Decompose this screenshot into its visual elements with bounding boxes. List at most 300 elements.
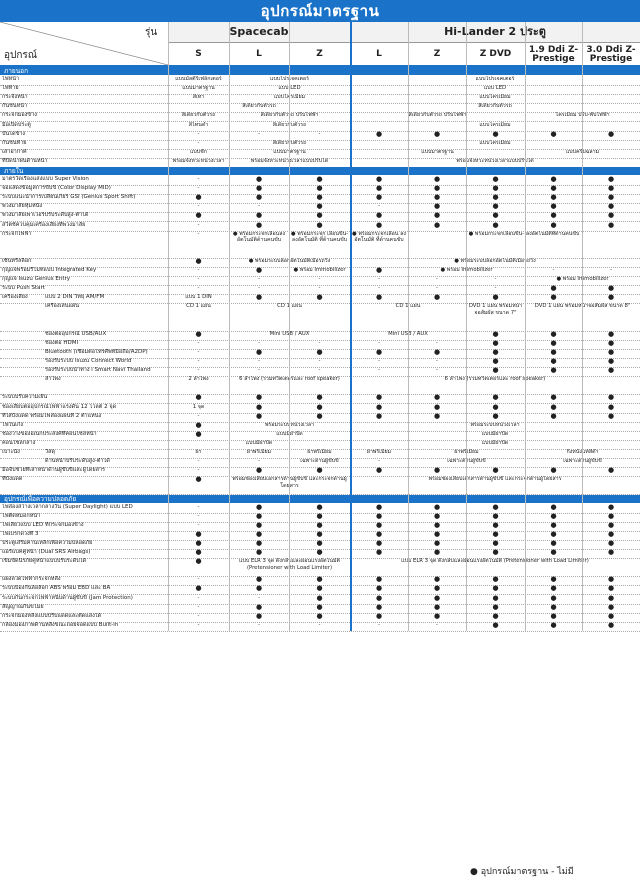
- table-cell: -: [197, 594, 200, 601]
- row-label: กุญแจ Isuzu Genius Entry: [2, 276, 71, 283]
- table-cell: ●: [316, 176, 323, 183]
- row-label: กล้องมองภาพด้านหลังขณะถอยจอดแบบ Built-in: [2, 621, 119, 628]
- table-cell: แบบโครเมียม: [479, 121, 511, 128]
- table-cell: ●: [607, 621, 615, 629]
- table-cell: สีโทนดำ: [188, 121, 209, 128]
- table-cell: ●: [550, 549, 557, 556]
- table-cell: ●: [195, 194, 202, 202]
- table-cell: สีเดียวกับตัวรถ: [272, 139, 307, 146]
- table-cell: ●: [255, 549, 263, 556]
- table-cell: -: [197, 467, 200, 474]
- table-cell: ● พร้อมระบบล็อกอัตโนมัติเมื่อรถวิ่ง: [454, 257, 536, 264]
- row-sublabel: ลำโพง: [45, 376, 61, 383]
- table-cell: 6 ลำโพง (รวมทวีตเตอร์และ roof speaker): [239, 376, 340, 383]
- table-cell: ●: [255, 512, 263, 520]
- table-cell: แบบมาตรฐาน: [421, 148, 454, 155]
- row-sublabel: ช่องต่อ HDMI: [45, 339, 79, 346]
- table-cell: ●: [375, 294, 383, 302]
- row-label: ที่บังแดด: [2, 476, 23, 483]
- table-cell: ●: [550, 503, 557, 511]
- table-cell: ● พร้อม Immobilizer: [293, 267, 346, 273]
- table-cell: ●: [316, 194, 323, 202]
- table-cell: -: [197, 367, 200, 374]
- table-cell: แบบ LED: [483, 85, 507, 92]
- table-cell: -: [378, 367, 380, 374]
- table-cell: พร้อมช่องเสียบเอกสารด้านผู้ขับขี่ และกระจกด้านผู้โดยสาร: [232, 476, 347, 489]
- table-cell: ●: [433, 603, 441, 611]
- table-cell: ●: [255, 348, 263, 356]
- table-cell: ●: [492, 403, 499, 411]
- table-cell: ●: [195, 421, 202, 429]
- table-cell: ●: [375, 348, 383, 356]
- table-cell: ●: [316, 585, 323, 593]
- table-cell: ●: [255, 194, 263, 202]
- table-cell: ●: [550, 285, 557, 293]
- table-cell: -: [197, 185, 200, 192]
- table-cell: ●: [375, 585, 383, 593]
- table-cell: ●: [316, 212, 323, 220]
- row-label: มาตรวัดเรืองแสงแบบ Super Vision: [2, 176, 89, 182]
- table-cell: ●: [607, 367, 615, 375]
- table-cell: -: [436, 358, 438, 364]
- table-cell: -: [436, 285, 438, 292]
- table-cell: ●: [375, 594, 383, 602]
- table-cell: ●: [375, 612, 383, 620]
- row-sublabel: รองรับระบบนำทาง i Smart Navi Thailand: [45, 367, 151, 374]
- table-cell: ●: [607, 176, 615, 183]
- table-cell: เฉพาะด้านผู้ขับขี่: [563, 458, 602, 465]
- row-sublabel: ด้านหน้าปรับระดับสูง-ต่ำได้: [45, 458, 110, 465]
- table-cell: เฉพาะด้านผู้ขับขี่: [300, 458, 339, 465]
- section-header: ภายนอก: [0, 67, 640, 75]
- table-cell: แบบ 1 DIN: [185, 294, 212, 301]
- table-cell: ●: [316, 348, 323, 356]
- table-cell: ●: [550, 358, 557, 365]
- table-cell: -: [197, 176, 200, 182]
- table-cell: ●: [433, 185, 441, 193]
- table-cell: ●: [492, 539, 499, 547]
- table-cell: ●: [195, 539, 202, 547]
- table-cell: ● พร้อมกระจก เลื่อนขึ้น-ลงอัตโนมัติ ที่ด้านคนขับ: [290, 230, 349, 244]
- table-cell: -: [197, 130, 200, 137]
- table-cell: -: [258, 203, 260, 210]
- table-cell: ●: [550, 585, 557, 593]
- table-cell: -: [494, 285, 497, 292]
- table-cell: ●: [316, 221, 323, 229]
- table-cell: -: [258, 367, 260, 374]
- row-label: เซ็นทรัลล็อก: [2, 257, 32, 264]
- table-cell: ●: [433, 176, 441, 183]
- table-cell: พร้อมระบบหน่วงเวลา: [264, 421, 315, 428]
- row-sublabel: เครื่องเล่นแผ่น: [45, 303, 80, 310]
- table-cell: ● พร้อม Immobilizer: [556, 276, 609, 283]
- table-cell: -: [197, 412, 200, 419]
- table-cell: ●: [316, 185, 323, 193]
- table-cell: ●: [255, 603, 263, 611]
- table-cell: ●: [550, 412, 557, 420]
- table-cell: ●: [316, 539, 323, 547]
- table-cell: ●: [607, 576, 615, 584]
- row-label: ไฟเลี้ยวแบบ LED ที่กระจกมองข้าง: [2, 521, 84, 528]
- table-cell: ●: [255, 521, 263, 529]
- table-cell: 6 ลำโพง (รวมทวีตเตอร์และ roof speaker): [444, 376, 546, 383]
- table-cell: ●: [195, 558, 202, 566]
- table-cell: ●: [607, 194, 615, 202]
- table-cell: แบบมีฝาปิด: [481, 439, 509, 446]
- table-cell: ●: [550, 403, 557, 411]
- table-cell: ● พร้อมระบบล็อกอัตโนมัติเมื่อรถวิ่ง: [248, 257, 331, 264]
- table-cell: ●: [550, 185, 557, 193]
- table-cell: ●: [550, 594, 557, 602]
- table-cell: ●: [492, 585, 499, 593]
- table-cell: ●: [550, 539, 557, 547]
- table-cell: -: [436, 276, 438, 283]
- table-cell: แบบมัลติรีเฟล็กเตอร์: [175, 76, 222, 82]
- table-cell: ●: [607, 512, 615, 520]
- group-hilander: Hi-Lander 2 ประตู: [350, 22, 640, 43]
- table-cell: ●: [375, 549, 383, 556]
- table-cell: ●: [255, 612, 263, 620]
- table-cell: ●: [492, 530, 499, 538]
- table-cell: -: [197, 267, 200, 273]
- table-cell: สีเดียวกับตัวรถ: [181, 112, 216, 119]
- table-cell: ●: [375, 176, 383, 183]
- table-cell: แบบโปรเจคเตอร์: [270, 76, 309, 82]
- table-cell: สีเดียวกับตัวรถ: [242, 103, 276, 110]
- table-cell: ●: [375, 521, 383, 529]
- table-cell: ●: [316, 521, 323, 529]
- row-label: กันชนท้าย: [2, 139, 27, 146]
- table-row: [0, 231, 640, 259]
- row-label: เข็มขัดนิรภัยคู่หน้าแบบปรับระดับได้: [2, 558, 87, 565]
- table-cell: DVD 1 แผ่น พร้อมหน้าจอสัมผัส ขนาด 8": [534, 303, 631, 310]
- table-cell: ●: [550, 621, 557, 629]
- table-cell: ●: [607, 530, 615, 538]
- table-cell: ●: [255, 403, 263, 411]
- table-cell: ●: [550, 194, 557, 202]
- table-cell: ●: [492, 594, 499, 602]
- section-header: ภายใน: [0, 167, 640, 175]
- table-cell: แบบ ELR 3 จุด ดึงกลับและผ่อนแรงอัตโนมัติ (Pretensioner with Load Limiter): [239, 558, 340, 571]
- row-label: เครื่องเสียง: [2, 294, 28, 301]
- table-cell: ●: [255, 503, 263, 511]
- table-cell: ●: [255, 576, 263, 584]
- table-cell: แบบมีฝาปิด: [276, 430, 303, 437]
- table-cell: ●: [433, 512, 441, 520]
- table-cell: ●: [375, 412, 383, 420]
- table-cell: ●: [550, 203, 557, 211]
- table-cell: ●: [316, 503, 323, 511]
- table-cell: -: [378, 203, 380, 210]
- table-cell: ●: [607, 348, 615, 356]
- table-row: [0, 376, 640, 395]
- table-cell: ●: [375, 603, 383, 611]
- table-cell: ●: [607, 212, 615, 220]
- table-cell: -: [318, 621, 321, 628]
- model-header: 1.9 Ddi Z-Prestige: [528, 44, 579, 64]
- table-cell: ●: [375, 512, 383, 520]
- table-cell: ●: [195, 530, 202, 538]
- table-cell: ●: [375, 394, 383, 402]
- column-divider: [168, 22, 169, 631]
- table-cell: ●: [433, 294, 441, 302]
- table-header: [0, 22, 640, 67]
- row-label: กันชนหน้า: [2, 103, 28, 110]
- table-cell: แบบโครเมียม: [479, 139, 511, 146]
- table-cell: ●: [492, 294, 499, 302]
- table-cell: -: [378, 621, 380, 628]
- table-cell: ●: [255, 185, 263, 193]
- table-cell: -: [197, 230, 200, 237]
- row-sublabel: วัสดุ: [45, 449, 56, 455]
- table-cell: ●: [550, 394, 557, 402]
- table-cell: ●: [492, 194, 499, 202]
- table-cell: ●: [316, 467, 323, 475]
- table-cell: ●: [316, 412, 323, 420]
- model-header: Z: [316, 49, 323, 59]
- table-cell: ●: [492, 221, 499, 229]
- table-cell: ●: [255, 467, 263, 475]
- row-label: มือเปิดประตู: [2, 121, 31, 128]
- table-cell: ●: [492, 203, 499, 211]
- table-cell: แบบ LED: [278, 85, 301, 92]
- table-cell: ●: [550, 212, 557, 220]
- row-sublabel: แบบ 2 DIN วิทยุ AM/FM: [45, 294, 105, 301]
- table-cell: ●: [550, 576, 557, 584]
- table-cell: -: [197, 503, 200, 510]
- table-cell: พร้อมระบบหน่วงเวลา: [470, 421, 520, 428]
- table-cell: ●: [255, 539, 263, 547]
- table-cell: ●: [607, 549, 615, 556]
- table-cell: แบบโครเมียม: [479, 94, 511, 101]
- table-cell: -: [258, 458, 260, 465]
- table-cell: ผ้าพรีเมี่ยม: [454, 449, 479, 455]
- table-cell: ●: [375, 403, 383, 411]
- table-cell: ●: [433, 594, 441, 602]
- table-cell: CD 1 แผ่น: [186, 303, 211, 310]
- column-divider: [582, 22, 583, 631]
- table-cell: ●: [375, 467, 383, 475]
- table-cell: DVD 1 แผ่น พร้อมหน้าจอสัมผัส ขนาด 7": [468, 303, 523, 316]
- table-cell: -: [610, 267, 612, 273]
- group-spacecab: Spacecab: [168, 22, 350, 43]
- table-cell: ●: [195, 585, 202, 593]
- column-divider: [350, 22, 352, 631]
- table-row: [0, 476, 640, 495]
- row-label: ที่ปัดน้ำฝนด้านหน้า: [2, 157, 48, 164]
- table-cell: ●: [433, 203, 441, 211]
- table-cell: ●: [255, 585, 263, 593]
- table-cell: -: [436, 339, 438, 346]
- table-cell: สีเดียวกับตัวรถ ปรับไฟฟ้า: [260, 112, 319, 119]
- table-cell: ●: [492, 612, 499, 620]
- table-cell: ●: [607, 467, 615, 475]
- table-cell: ●: [550, 339, 557, 347]
- table-cell: CD 1 แผ่น: [395, 303, 421, 310]
- table-cell: ● พร้อมกระจกเลื่อน ลงอัตโนมัติ ที่ด้านคนขับ: [352, 230, 406, 244]
- table-cell: -: [378, 276, 380, 283]
- table-cell: ●: [550, 612, 557, 620]
- table-cell: ●: [492, 467, 499, 475]
- table-cell: ●: [550, 512, 557, 520]
- table-cell: ●: [492, 330, 499, 338]
- table-cell: ●: [255, 267, 263, 274]
- table-cell: ●: [433, 576, 441, 584]
- row-label: ช่องเสียบต่ออุปกรณ์ไฟฟ้าแรงดัน 12 โวลต์ 2 จุด: [2, 403, 117, 410]
- table-cell: ●: [607, 221, 615, 229]
- table-cell: ●: [255, 412, 263, 420]
- row-label: กระจกมองหลังแบบปรับแดดและตัดแสงได้: [2, 612, 102, 619]
- table-cell: -: [197, 576, 200, 583]
- table-cell: -: [197, 348, 200, 355]
- table-cell: ●: [255, 294, 263, 302]
- table-cell: ●: [316, 549, 323, 556]
- table-cell: ●: [255, 221, 263, 229]
- table-cell: -: [318, 339, 321, 346]
- table-cell: -: [436, 621, 438, 628]
- table-cell: ●: [492, 130, 499, 138]
- table-cell: -: [318, 276, 321, 283]
- column-divider: [229, 22, 230, 631]
- table-cell: ●: [433, 539, 441, 547]
- table-cell: -: [197, 285, 200, 292]
- table-cell: ●: [195, 257, 202, 265]
- table-cell: -: [258, 339, 260, 346]
- table-cell: ●: [195, 476, 202, 484]
- table-cell: ●: [492, 603, 499, 611]
- row-label: ไฟส่องสว่างเวลากลางวัน (Super Daylight) แบบ LED: [2, 503, 133, 510]
- table-cell: ●: [433, 130, 441, 138]
- table-cell: -: [494, 276, 497, 283]
- table-cell: ●: [433, 403, 441, 411]
- row-label: ไฟในเก๋ง: [2, 421, 24, 428]
- table-cell: แบบโครเมียม: [273, 94, 306, 101]
- column-divider: [466, 22, 467, 631]
- column-divider: [408, 22, 409, 631]
- table-cell: ●: [607, 585, 615, 593]
- row-label: ระบบป้องกันล้อล็อก ABS พร้อม EBD และ BA: [2, 585, 111, 592]
- table-cell: ●: [492, 521, 499, 529]
- table-cell: ●: [492, 348, 499, 356]
- table-cell: -: [378, 358, 380, 364]
- table-cell: ●: [375, 267, 383, 274]
- table-cell: แบบครีบฉลาม: [565, 148, 600, 155]
- table-cell: ผ้า: [195, 449, 202, 455]
- table-cell: ●: [433, 212, 441, 220]
- table-cell: ●: [550, 221, 557, 229]
- table-cell: -: [197, 512, 200, 519]
- table-cell: ●: [607, 185, 615, 193]
- section-header: อุปกรณ์เพื่อความปลอดภัย: [0, 495, 640, 503]
- row-label: สวิตช์ควบคุมเครื่องเสียงที่พวงมาลัย: [2, 221, 86, 228]
- table-cell: ●: [607, 339, 615, 347]
- table-cell: ●: [375, 530, 383, 538]
- table-cell: ●: [195, 394, 202, 402]
- table-cell: ●: [255, 176, 263, 183]
- table-cell: ●: [433, 530, 441, 538]
- table-cell: -: [197, 603, 200, 610]
- table-cell: ●: [195, 549, 202, 556]
- table-cell: ●: [316, 403, 323, 411]
- table-cell: ●: [195, 430, 202, 438]
- table-cell: ●: [316, 294, 323, 302]
- table-cell: แบบมาตรฐาน: [273, 148, 306, 155]
- table-cell: -: [258, 285, 260, 292]
- table-cell: ●: [607, 285, 615, 293]
- table-cell: ●: [375, 221, 383, 229]
- table-cell: -: [436, 367, 438, 374]
- table-cell: -: [197, 521, 200, 528]
- table-cell: ●: [433, 521, 441, 529]
- table-cell: -: [197, 139, 200, 146]
- row-label: ไฟตัดหมอกหน้า: [2, 512, 41, 519]
- row-label: เบาะนั่ง: [2, 449, 20, 455]
- table-cell: ●: [255, 394, 263, 402]
- row-sublabel: รองรับระบบ Isuzu Connect World: [45, 358, 132, 364]
- table-cell: สีเทา: [192, 94, 205, 101]
- row-label: เสาอากาศ: [2, 148, 27, 155]
- row-label: ช่องวางของอเนกประสงค์ที่คอนโซลหน้า: [2, 430, 97, 437]
- table-cell: ●: [492, 512, 499, 520]
- legend: ● อุปกรณ์มาตรฐาน - ไม่มี: [470, 867, 574, 877]
- table-cell: ●: [492, 621, 499, 629]
- table-cell: ●: [607, 594, 615, 602]
- table-cell: ●: [607, 503, 615, 511]
- table-cell: ●: [195, 330, 202, 338]
- table-cell: ●: [550, 367, 557, 375]
- row-label: ระบบกันกระจกไฟฟ้าหนีบด้านผู้ขับขี่ (Jam Protection): [2, 594, 133, 601]
- table-cell: ●: [607, 294, 615, 302]
- row-label: กระจกไฟฟ้า: [2, 230, 32, 237]
- table-cell: ●: [375, 576, 383, 584]
- table-cell: ●: [195, 212, 202, 220]
- table-cell: ●: [492, 367, 499, 375]
- table-cell: ●: [550, 330, 557, 338]
- table-cell: ● พร้อมกระจกเลื่อนขึ้น- ลงอัตโนมัติที่ด้านคนขับ: [468, 230, 580, 237]
- table-cell: ●: [492, 412, 499, 420]
- model-header: L: [256, 49, 262, 59]
- row-sublabel: Bluetooth (เชื่อมต่อโทรศัพท์มือถือ/A2DP): [45, 348, 148, 355]
- row-label: ไฟท้าย: [2, 85, 19, 92]
- table-cell: พร้อมจังหวะหน่วงเวลาแบบปรับได้: [456, 157, 534, 164]
- table-cell: ●: [433, 348, 441, 356]
- table-cell: ●: [316, 612, 323, 620]
- model-header: Z: [433, 49, 441, 59]
- corner-feature-label: อุปกรณ์: [4, 50, 38, 61]
- table-cell: โครเมียม ปรับ-พับไฟฟ้า: [555, 112, 610, 119]
- table-cell: ●: [607, 394, 615, 402]
- table-cell: ●: [550, 521, 557, 529]
- row-label: ระบบ Push Start: [2, 285, 45, 292]
- table-cell: ●: [433, 503, 441, 511]
- row-label: คอนโซลกลาง: [2, 439, 36, 446]
- table-cell: -: [197, 358, 200, 364]
- table-cell: สีเดียวกับตัวรถ: [478, 103, 512, 110]
- row-label: แผงลวดไฟฟ้ากระจกหลัง: [2, 576, 61, 583]
- row-label: มือจับช่วยที่เสาหน้าด้านผู้ขับขี่และผู้โดยสาร: [2, 467, 106, 474]
- row-label: กุญแจพร้อมรีโมทแบบ Integrated Key: [2, 267, 97, 273]
- table-cell: -: [318, 367, 321, 374]
- table-cell: -: [552, 267, 555, 273]
- table-cell: ●: [607, 612, 615, 620]
- row-label: บันไดข้าง: [2, 130, 26, 137]
- table-cell: Mini USB / AUX: [269, 330, 310, 337]
- table-cell: ●: [316, 594, 323, 602]
- table-cell: 1 จุด: [192, 403, 205, 410]
- table-cell: ●: [492, 549, 499, 556]
- row-label: ประตูเสริมคานเหล็กเพื่อความปลอดภัย: [2, 539, 93, 546]
- table-cell: กึ่งหนังแท้สีดำ: [566, 449, 599, 455]
